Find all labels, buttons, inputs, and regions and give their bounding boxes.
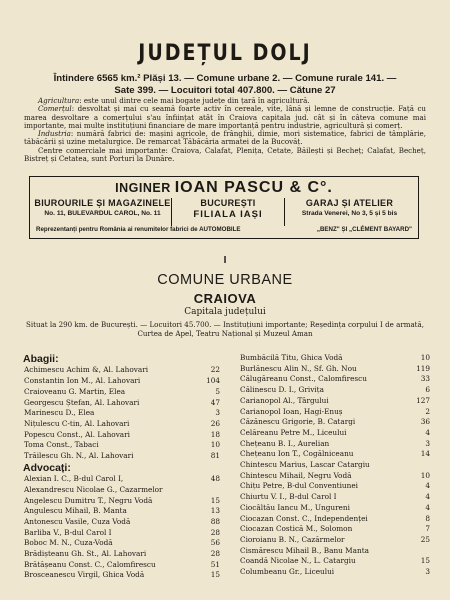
county-title: JUDEȚUL DOLJ	[138, 40, 312, 66]
entry-number: 81	[210, 451, 220, 461]
directory-entry	[24, 440, 220, 451]
entry-name: Carianopol Ioan, Hagi-Enuș	[240, 406, 343, 416]
entry-name: Cioroianu B. N., Cazărmelor	[240, 534, 345, 544]
entry-number: 8	[425, 513, 430, 523]
entry-number: 15	[420, 556, 430, 566]
entry-number: 3	[215, 408, 220, 418]
entry-number: 4	[425, 492, 430, 502]
entry-number: 22	[210, 365, 220, 375]
entry-name: Toma Const., Tabaci	[24, 440, 99, 450]
desc-agriculture: Agricultura: este unul dintre cele mai bogate județe din țară în agricultură.	[38, 96, 310, 105]
entry-name: Marinescu D., Elea	[24, 408, 95, 418]
entry-name: Coandă Nicolae N., L. Catargiu	[240, 556, 356, 566]
entry-number	[217, 485, 220, 496]
entry-name: Bumbăcilă Titu, Ghica Vodă	[240, 353, 343, 362]
entry-name: Alexian I. C., B-dul Carol I,	[24, 474, 124, 484]
entry-name: Columbeanu Gr., Liceului	[240, 567, 335, 577]
section-title: COMUNE URBANE	[157, 272, 293, 288]
entry-number: 25	[420, 534, 430, 544]
entry-name: Ciocazan Const. C., Independenței	[240, 513, 368, 523]
directory-entry	[24, 570, 220, 581]
entry-name: Craioveanu G. Martin, Elea	[24, 386, 126, 396]
entry-name: Carianopol Al., Târgului	[240, 395, 329, 405]
entry-name: Constantin Ion M., Al. Lahovari	[24, 376, 141, 386]
entry-number: 6	[425, 385, 430, 395]
directory-entry	[24, 496, 220, 507]
entry-number: 15	[210, 495, 220, 505]
entry-number: 119	[416, 363, 430, 373]
entry-name: Antonescu Vasile, Cuza Vodă	[24, 516, 131, 526]
entry-name: Călugăreanu Const., Calomfirescu	[240, 374, 367, 384]
entry-name: Barliba V., B-dul Carol I	[24, 527, 112, 537]
entry-name: Georgescu Ștefan, Al. Lahovari	[24, 397, 140, 407]
directory-entry	[24, 376, 220, 387]
directory-entry	[24, 408, 220, 419]
entry-name: Trăilescu Gh. N., Al. Lahovari	[24, 451, 134, 461]
entry-number: 4	[425, 481, 430, 491]
entry-name: Alexandrescu Nicolae G., Cazarmelor	[24, 484, 163, 494]
entry-number: 13	[210, 506, 220, 516]
county-description	[24, 97, 426, 163]
entry-number: 3	[425, 567, 430, 577]
category-header: Advocați:	[23, 461, 71, 474]
entry-name: Ciocazan Costică M., Solomon	[240, 524, 353, 534]
entry-number: 4	[425, 427, 430, 437]
directory-entry	[240, 374, 430, 385]
entry-name: Angulescu Mihail, B. Manta	[24, 506, 127, 516]
entry-number: 10	[420, 470, 430, 480]
directory-entry	[240, 503, 430, 514]
directory-entry	[240, 428, 430, 439]
directory-entry	[240, 407, 430, 418]
advertisement-box	[29, 176, 419, 239]
directory-entry	[24, 387, 220, 398]
entry-number: 10	[210, 440, 220, 450]
entry-name: Brădișteanu Gh. St., Al. Lahovari	[24, 549, 147, 559]
directory-entry	[240, 385, 430, 396]
category-header: Abagii:	[23, 353, 59, 365]
entry-number: 88	[210, 516, 220, 526]
directory-entry	[24, 506, 220, 517]
entry-number: 18	[210, 429, 220, 439]
directory-entry	[240, 439, 430, 450]
entry-name: Nițulescu C-tin, Al. Lahovari	[24, 418, 130, 428]
entry-number: 36	[420, 417, 430, 427]
entry-name: Brătășeanu Const. C., Calomfirescu	[24, 559, 156, 569]
directory-entry	[24, 430, 220, 441]
directory-entry	[24, 398, 220, 409]
entry-number	[427, 460, 430, 471]
entry-name: Achimescu Achim &, Al. Lahovari	[24, 365, 149, 375]
entry-name: Chețeanu Ion T., Cogălniceanu	[240, 449, 354, 459]
entry-name: Angelescu Dumitru T., Negru Vodă	[24, 495, 153, 505]
entry-number: 47	[210, 397, 220, 407]
directory-entry	[24, 560, 220, 571]
entry-name: Chețeanu B. I., Aurelian	[240, 438, 330, 448]
entry-number: 127	[416, 395, 430, 405]
directory-entry	[24, 528, 220, 539]
directory-entry	[240, 353, 430, 364]
entry-number: 33	[420, 374, 430, 384]
directory-entry	[24, 538, 220, 549]
entry-name: Boboc M. N., Cuza-Vodă	[24, 538, 113, 548]
entry-name: Brosceanescu Virgil, Ghica Vodă	[24, 570, 145, 580]
directory-entry	[240, 514, 430, 525]
entry-name: Popescu Const., Al. Lahovari	[24, 429, 130, 439]
directory-entry	[240, 556, 430, 567]
directory-entry	[24, 517, 220, 528]
directory-entry	[240, 546, 430, 557]
ad-brands: „BENZ" ȘI „CLÉMENT BAYARD"	[316, 226, 412, 233]
entry-number: 4	[425, 502, 430, 512]
stats-line: Întindere 6565 km.² Plăși 13. — Comune urbane 2. — Comune rurale 141. —	[53, 73, 397, 84]
directory-entry	[24, 549, 220, 560]
ad-cities: BUCUREȘTI FILIALA IAȘI	[171, 198, 285, 226]
county-stats	[0, 73, 450, 96]
directory-entry	[240, 524, 430, 535]
directory-entry	[240, 396, 430, 407]
stats-line: Sate 399. — Locuitori total 407.800. — Cătune 27	[114, 84, 336, 96]
directory-entry	[24, 419, 220, 430]
section-number: I	[223, 255, 227, 266]
directory-entry	[24, 485, 220, 496]
city-subtitle: Capitala județului	[184, 307, 266, 317]
entry-number: 10	[420, 353, 430, 362]
entry-number: 48	[210, 474, 220, 484]
entry-number: 2	[425, 406, 430, 416]
desc-centres: Centre comerciale mai importante: Craiova, Calafat, Plenița, Cetate, Băilești și Becheț; Calafat, Becheț, Bistreț și Cetatea, sunt Porturi la Dunăre.	[24, 145, 426, 164]
directory-entry	[240, 471, 430, 482]
entry-number: 56	[210, 538, 220, 548]
entry-number: 5	[215, 386, 220, 396]
entry-number: 51	[210, 559, 220, 569]
ad-offices: BIUROURILE ȘI MAGAZINELE No. 11, BULEVARDUL CAROL, No. 11	[34, 198, 171, 217]
directory-entry	[24, 474, 220, 485]
entry-number: 104	[206, 376, 220, 386]
entry-name: Chiurtu V. I., B-dul Carol I	[240, 492, 337, 502]
entry-number	[427, 546, 430, 557]
directory-entry	[240, 492, 430, 503]
desc-commerce: Comerțul: desvoltat și mai cu seamă foarte activ în cereale, vite, lână și lemne de construcție. Față cu marea desvoltare a comerțului s'au înființat atât în Craiova capitala jud. cât și în câteva comune mai importante, mai multe instituțiuni financiare de mare importanță pentru industrie, agricultură și comerț.	[24, 104, 426, 130]
ad-company-name: INGINER IOAN PASCU & C°.	[115, 179, 333, 196]
entry-name: Ciocâltău Iancu M., Ungureni	[240, 502, 350, 512]
entry-number: 28	[210, 527, 220, 537]
ad-garage: GARAJ ȘI ATELIER Strada Venerei, No 3, 5 și 5 bis	[301, 198, 398, 217]
directory-entry	[240, 481, 430, 492]
directory-entry	[240, 449, 430, 460]
directory-entry	[240, 567, 430, 578]
entry-number: 14	[420, 449, 430, 459]
directory-entry	[24, 365, 220, 376]
entry-number: 15	[210, 570, 220, 580]
directory-column-right	[240, 353, 430, 578]
entry-name: Chintescu Marius, Lascar Catargiu	[240, 460, 370, 470]
entry-name: Celăreanu Petre M., Liceului	[240, 427, 347, 437]
entry-number: 3	[425, 438, 430, 448]
entry-number: 7	[425, 524, 430, 534]
directory-entry	[240, 535, 430, 546]
directory-column-left	[24, 353, 220, 581]
city-name: CRAIOVA	[193, 291, 257, 306]
entry-name: Chintescu Mihail, Negru Vodă	[240, 470, 352, 480]
directory-entry	[240, 460, 430, 471]
desc-industry: Industria: numără fabrici de: mașini agricole, de frânghii, dimie, mori sistematice, fabrici de tâmplărie, tăbăcării și uzine metalurgice. De remarcat Tăbăcăria armatei de la Bucovăț.	[24, 129, 426, 147]
entry-number: 28	[210, 549, 220, 559]
directory-entry	[240, 417, 430, 428]
entry-name: Căzănescu Grigorie, B. Catargi	[240, 417, 356, 427]
entry-name: Călinescu D. I., Grivița	[240, 385, 324, 395]
directory-entry	[24, 451, 220, 462]
entry-name: Burlănescu Alin N., Sf. Gh. Nou	[240, 363, 357, 373]
entry-name: Cismărescu Mihail B., Banu Manta	[240, 545, 369, 555]
entry-number: 26	[210, 418, 220, 428]
entry-name: Chițu Petre, B-dul Conventiunei	[240, 481, 358, 491]
city-info: Situat la 290 km. de București. — Locuitori 45.700. — Instituțiuni importante; Reședința corpului I de armată, Curtea de Apel, Teatru Național și Muzeul Aman	[25, 320, 425, 338]
directory-entry	[240, 364, 430, 375]
ad-representation: Reprezentanți pentru România ai renumitelor fabrici de AUTOMOBILE	[36, 226, 241, 233]
